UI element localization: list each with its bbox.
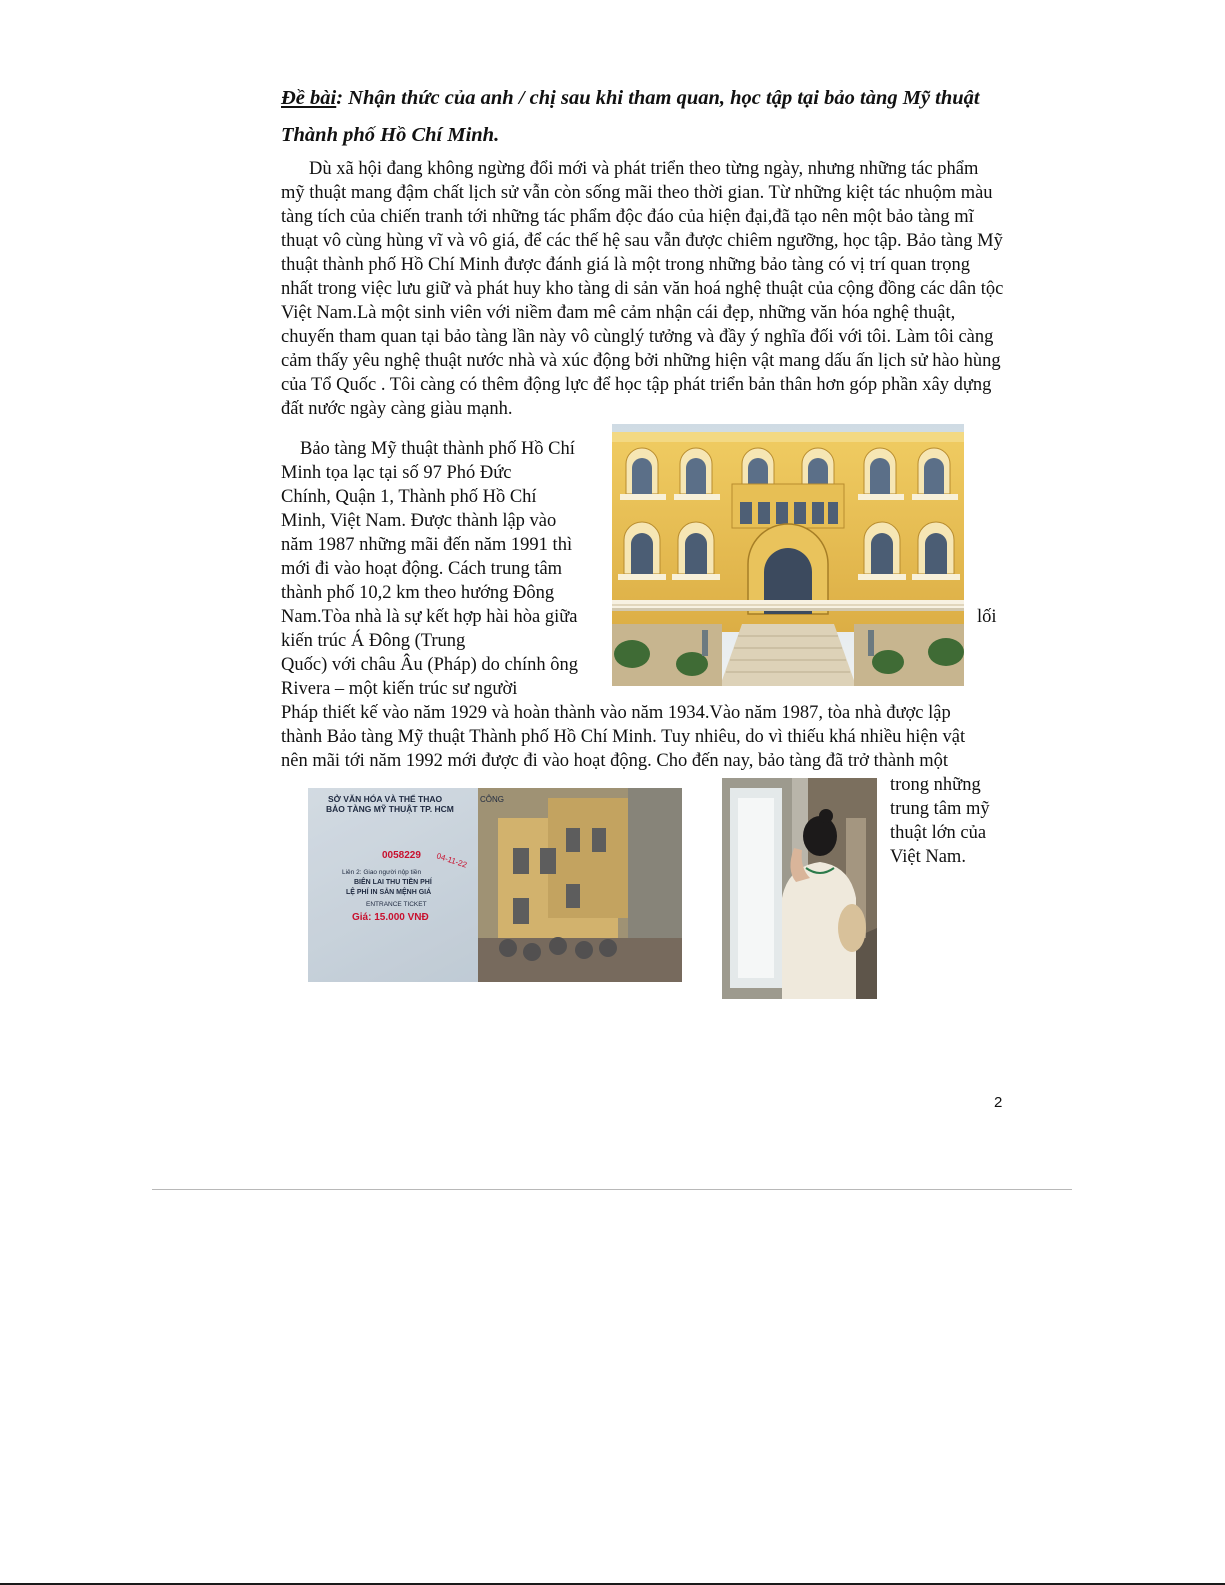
entrance-ticket-illustration: [308, 788, 682, 982]
para2-line: Rivera – một kiến trúc sư người: [281, 679, 518, 699]
para2-line: Bảo tàng Mỹ thuật thành phố Hồ Chí: [300, 439, 575, 459]
para2-tail-line: trung tâm mỹ: [890, 799, 990, 819]
para2-tail-line: trong những: [890, 775, 981, 795]
ticket-line1: SỞ VĂN HÓA VÀ THỂ THAO: [328, 794, 443, 804]
museum-building-illustration: [612, 424, 964, 686]
assignment-heading: [281, 80, 1011, 154]
ticket-stamp: 04-11-22: [435, 851, 469, 870]
intro-paragraph: Dù xã hội đang không ngừng đổi mới và phát triển theo từng ngày, nhưng những tác phẩm mỹ thuật mang đậm chất lịch sử vẫn còn sống mãi theo thời gian. Từ những kiệt tác nhuộm màu tàng tích của chiến tranh tới những tác phẩm độc đáo của hiện đại,đã tạo nên một bảo tàng mĩ thuạt vô cùng hùng vĩ và vô giá, để các thế hệ sau vẫn được chiêm ngưỡng, học tập. Bảo tàng Mỹ thuật thành phố Hồ Chí Minh được đánh giá là một trong những bảo tàng có vị trí quan trọng nhất trong việc lưu giữ và phát huy kho tàng di sản văn hoá nghệ thuật của cộng đồng các dân tộc Việt Nam.Là một sinh viên với niềm đam mê cảm nhận cái đẹp, những văn hóa nghệ thuật, chuyến tham quan tại bảo tàng lần này vô cùnglý tưởng và đầy ý nghĩa đối với tôi. Làm tôi càng cảm thấy yêu nghệ thuật nước nhà và xúc động bởi những hiện vật mang dấu ấn lịch sử hào hùng của Tổ Quốc . Tôi càng có thêm động lực để học tập phát triển bản thân hơn góp phần xây dựng đất nước ngày càng giàu mạnh.: [281, 159, 1004, 419]
para2-line: kiến trúc Á Đông (Trung: [281, 631, 466, 651]
heading-text: : Nhận thức của anh / chị sau khi tham quan, học tập tại bảo tàng Mỹ thuật Thành phố Hồ Chí Minh.: [281, 87, 980, 146]
ticket-bien-lai: BIÊN LAI THU TIỀN PHÍ: [354, 879, 432, 886]
para2-right-word: lối: [977, 607, 997, 627]
visitor-illustration: [722, 778, 877, 999]
ticket-le-phi: LỆ PHÍ IN SẴN MỆNH GIÁ: [346, 889, 432, 896]
para2-line: thành Bảo tàng Mỹ thuật Thành phố Hồ Chí Minh. Tuy nhiêu, do vì thiếu khá nhiều hiện vật: [281, 727, 966, 747]
entrance-ticket-photo: [308, 788, 682, 982]
para2-line: Chính, Quận 1, Thành phố Hồ Chí: [281, 487, 537, 507]
para2-line: Minh, Việt Nam. Được thành lập vào: [281, 511, 557, 531]
heading-lead: Đề bài: [281, 87, 337, 109]
ticket-serial: 0058229: [382, 850, 421, 861]
para2-line: năm 1987 những mãi đến năm 1991 thì: [281, 535, 573, 555]
page-divider: [152, 1189, 1072, 1190]
para2-line: thành phố 10,2 km theo hướng Đông: [281, 583, 555, 603]
ticket-line2: BẢO TÀNG MỸ THUẬT TP. HCM: [326, 804, 454, 814]
para2-line: Pháp thiết kế vào năm 1929 và hoàn thành vào năm 1934.Vào năm 1987, tòa nhà được lập: [281, 703, 951, 723]
para2-line: Nam.Tòa nhà là sự kết hợp hài hòa giữa: [281, 607, 578, 627]
ticket-price: Giá: 15.000 VNĐ: [352, 912, 429, 923]
para2-line: nên mãi tới năm 1992 mới được đi vào hoạt động. Cho đến nay, bảo tàng đã trở thành một: [281, 751, 949, 771]
visitor-photo: [722, 778, 877, 999]
ticket-corner: CÔNG: [480, 795, 504, 804]
para2-tail-line: Việt Nam.: [890, 847, 966, 867]
para2-tail-line: thuật lớn của: [890, 823, 987, 843]
para2-line: Quốc) với châu Âu (Pháp) do chính ông: [281, 655, 578, 675]
para2-line: Minh tọa lạc tại số 97 Phó Đức: [281, 463, 512, 483]
ticket-entrance: ENTRANCE TICKET: [366, 901, 427, 908]
page-number: 2: [994, 1094, 1003, 1111]
museum-building-photo: [612, 424, 964, 686]
ticket-lien: Liên 2: Giao người nộp tiền: [342, 869, 422, 876]
para2-line: mới đi vào hoạt động. Cách trung tâm: [281, 559, 563, 579]
